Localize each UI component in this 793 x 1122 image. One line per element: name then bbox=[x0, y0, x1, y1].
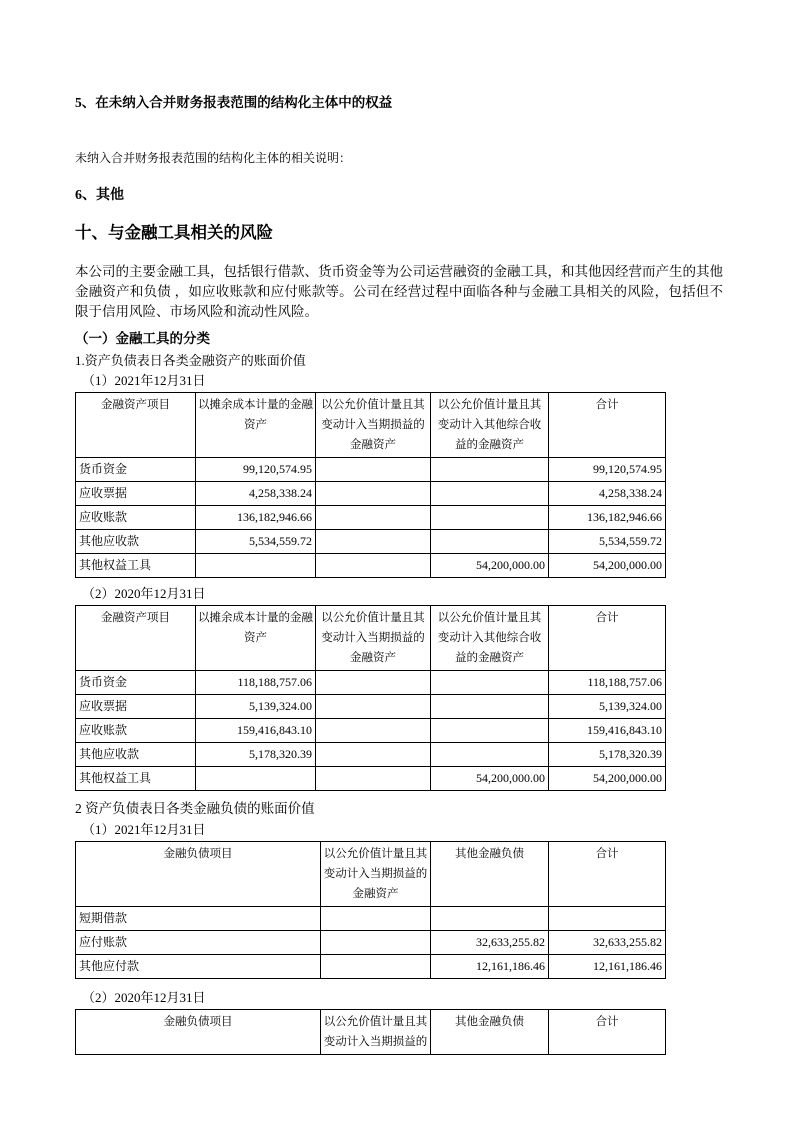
table-cell: 118,188,757.06 bbox=[549, 671, 666, 695]
section5-note: 未纳入合并财务报表范围的结构化主体的相关说明： bbox=[75, 151, 352, 165]
table-cell bbox=[431, 743, 549, 767]
column-header-asset-item: 金融资产项目 bbox=[76, 606, 196, 671]
assets-2021-date-label: （1）2021年12月31日 bbox=[82, 373, 206, 388]
liabilities-2020-date-label: （2）2020年12月31日 bbox=[82, 990, 206, 1005]
table-cell: 应付账款 bbox=[76, 931, 321, 955]
table-cell: 5,178,320.39 bbox=[196, 743, 316, 767]
table-cell: 54,200,000.00 bbox=[549, 767, 666, 791]
table-cell: 12,161,186.46 bbox=[549, 955, 666, 979]
section10-paragraph: 本公司的主要金融工具，包括银行借款、货币资金等为公司运营融资的金融工具，和其他因经营而产生的其他金融资产和负债 ，如应收账款和应付账款等。公司在经营过程中面临各种与金融工具相关的风险，包括但不限于信用风险、市场风险和流动性风险。 bbox=[75, 264, 723, 319]
table-header-row bbox=[76, 606, 666, 671]
section10-heading: 十、与金融工具相关的风险 bbox=[75, 223, 273, 242]
column-header-total: 合计 bbox=[549, 842, 666, 907]
table-cell: 32,633,255.82 bbox=[431, 931, 549, 955]
table-cell bbox=[431, 907, 549, 931]
assets-2020-table bbox=[75, 605, 666, 791]
section6-heading: 6、其他 bbox=[75, 188, 124, 203]
table-cell: 应收账款 bbox=[76, 719, 196, 743]
table-header-row bbox=[76, 842, 666, 907]
table-row bbox=[76, 506, 666, 530]
table-row bbox=[76, 907, 666, 931]
table-cell bbox=[431, 506, 549, 530]
liabilities-2021-date-label: （1）2021年12月31日 bbox=[82, 822, 206, 837]
table-cell: 短期借款 bbox=[76, 907, 321, 931]
assets-2020-table-body bbox=[76, 671, 666, 791]
table-cell: 其他应收款 bbox=[76, 530, 196, 554]
table-cell bbox=[431, 458, 549, 482]
table-row bbox=[76, 695, 666, 719]
column-header-amortized-cost: 以摊余成本计量的金融资产 bbox=[196, 606, 316, 671]
assets-2021-table-header bbox=[76, 393, 666, 458]
table-cell: 5,178,320.39 bbox=[549, 743, 666, 767]
liabilities-2020-table bbox=[75, 1009, 666, 1055]
table-cell: 其他权益工具 bbox=[76, 767, 196, 791]
table-cell: 货币资金 bbox=[76, 671, 196, 695]
table-cell bbox=[316, 530, 431, 554]
table-cell bbox=[321, 931, 431, 955]
liabilities-section-title: 2 资产负债表日各类金融负债的账面价值 bbox=[75, 801, 315, 816]
table-row bbox=[76, 482, 666, 506]
table-cell bbox=[316, 671, 431, 695]
table-cell: 99,120,574.95 bbox=[196, 458, 316, 482]
column-header-amortized-cost: 以摊余成本计量的金融资产 bbox=[196, 393, 316, 458]
table-row bbox=[76, 767, 666, 791]
column-header-fvtpl: 以公允价值计量且其变动计入当期损益的金融资产 bbox=[321, 842, 431, 907]
table-row bbox=[76, 743, 666, 767]
assets-2021-table bbox=[75, 392, 666, 578]
table-cell: 4,258,338.24 bbox=[196, 482, 316, 506]
table-cell bbox=[196, 554, 316, 578]
table-cell: 其他权益工具 bbox=[76, 554, 196, 578]
column-header-liability-item: 金融负债项目 bbox=[76, 1010, 321, 1055]
table-row bbox=[76, 530, 666, 554]
column-header-total: 合计 bbox=[549, 606, 666, 671]
table-cell: 其他应收款 bbox=[76, 743, 196, 767]
table-cell: 5,139,324.00 bbox=[196, 695, 316, 719]
table-cell bbox=[316, 767, 431, 791]
table-header-row bbox=[76, 1010, 666, 1055]
liabilities-2021-table bbox=[75, 841, 666, 979]
table-cell: 应收票据 bbox=[76, 695, 196, 719]
table-cell: 54,200,000.00 bbox=[431, 767, 549, 791]
table-row bbox=[76, 554, 666, 578]
column-header-fvtpl: 以公允价值计量且其变动计入当期损益的金融资产 bbox=[316, 393, 431, 458]
liabilities-2020-table-header bbox=[76, 1010, 666, 1055]
liabilities-2021-table-header bbox=[76, 842, 666, 907]
table-cell: 99,120,574.95 bbox=[549, 458, 666, 482]
column-header-total: 合计 bbox=[549, 1010, 666, 1055]
table-cell bbox=[316, 506, 431, 530]
table-cell bbox=[431, 695, 549, 719]
table-cell: 136,182,946.66 bbox=[196, 506, 316, 530]
table-row bbox=[76, 931, 666, 955]
table-cell bbox=[316, 719, 431, 743]
table-cell bbox=[431, 482, 549, 506]
table-cell bbox=[321, 907, 431, 931]
table-cell bbox=[316, 458, 431, 482]
table-cell: 136,182,946.66 bbox=[549, 506, 666, 530]
table-cell bbox=[196, 767, 316, 791]
column-header-other-liabilities: 其他金融负债 bbox=[431, 842, 549, 907]
column-header-fvtpl: 以公允价值计量且其变动计入当期损益的 bbox=[321, 1010, 431, 1055]
table-cell: 应收票据 bbox=[76, 482, 196, 506]
table-cell bbox=[431, 719, 549, 743]
table-cell bbox=[316, 743, 431, 767]
table-row bbox=[76, 671, 666, 695]
table-row bbox=[76, 719, 666, 743]
table-cell: 159,416,843.10 bbox=[196, 719, 316, 743]
table-cell bbox=[316, 554, 431, 578]
table-cell bbox=[431, 671, 549, 695]
liabilities-2021-table-body bbox=[76, 907, 666, 979]
table-cell: 54,200,000.00 bbox=[549, 554, 666, 578]
table-cell: 54,200,000.00 bbox=[431, 554, 549, 578]
section5-heading: 5、在未纳入合并财务报表范围的结构化主体中的权益 bbox=[75, 95, 393, 110]
table-cell: 159,416,843.10 bbox=[549, 719, 666, 743]
table-header-row bbox=[76, 393, 666, 458]
table-cell: 其他应付款 bbox=[76, 955, 321, 979]
column-header-fvoci: 以公允价值计量且其变动计入其他综合收益的金融资产 bbox=[431, 606, 549, 671]
table-cell: 32,633,255.82 bbox=[549, 931, 666, 955]
table-cell: 4,258,338.24 bbox=[549, 482, 666, 506]
table-cell bbox=[316, 482, 431, 506]
table-cell: 应收账款 bbox=[76, 506, 196, 530]
table-cell bbox=[321, 955, 431, 979]
table-cell bbox=[316, 695, 431, 719]
table-cell bbox=[549, 907, 666, 931]
column-header-total: 合计 bbox=[549, 393, 666, 458]
table-cell: 5,139,324.00 bbox=[549, 695, 666, 719]
table-cell: 118,188,757.06 bbox=[196, 671, 316, 695]
table-cell bbox=[431, 530, 549, 554]
assets-2020-table-header bbox=[76, 606, 666, 671]
assets-2021-table-body bbox=[76, 458, 666, 578]
table-row bbox=[76, 458, 666, 482]
table-row bbox=[76, 955, 666, 979]
column-header-liability-item: 金融负债项目 bbox=[76, 842, 321, 907]
table-cell: 货币资金 bbox=[76, 458, 196, 482]
table-cell: 12,161,186.46 bbox=[431, 955, 549, 979]
table-cell: 5,534,559.72 bbox=[196, 530, 316, 554]
assets-section-title: 1.资产负债表日各类金融资产的账面价值 bbox=[75, 353, 306, 368]
classification-heading: （一）金融工具的分类 bbox=[75, 331, 210, 346]
assets-2020-date-label: （2）2020年12月31日 bbox=[82, 586, 206, 601]
table-cell: 5,534,559.72 bbox=[549, 530, 666, 554]
column-header-fvtpl: 以公允价值计量且其变动计入当期损益的金融资产 bbox=[316, 606, 431, 671]
column-header-other-liabilities: 其他金融负债 bbox=[431, 1010, 549, 1055]
column-header-fvoci: 以公允价值计量且其变动计入其他综合收益的金融资产 bbox=[431, 393, 549, 458]
column-header-asset-item: 金融资产项目 bbox=[76, 393, 196, 458]
